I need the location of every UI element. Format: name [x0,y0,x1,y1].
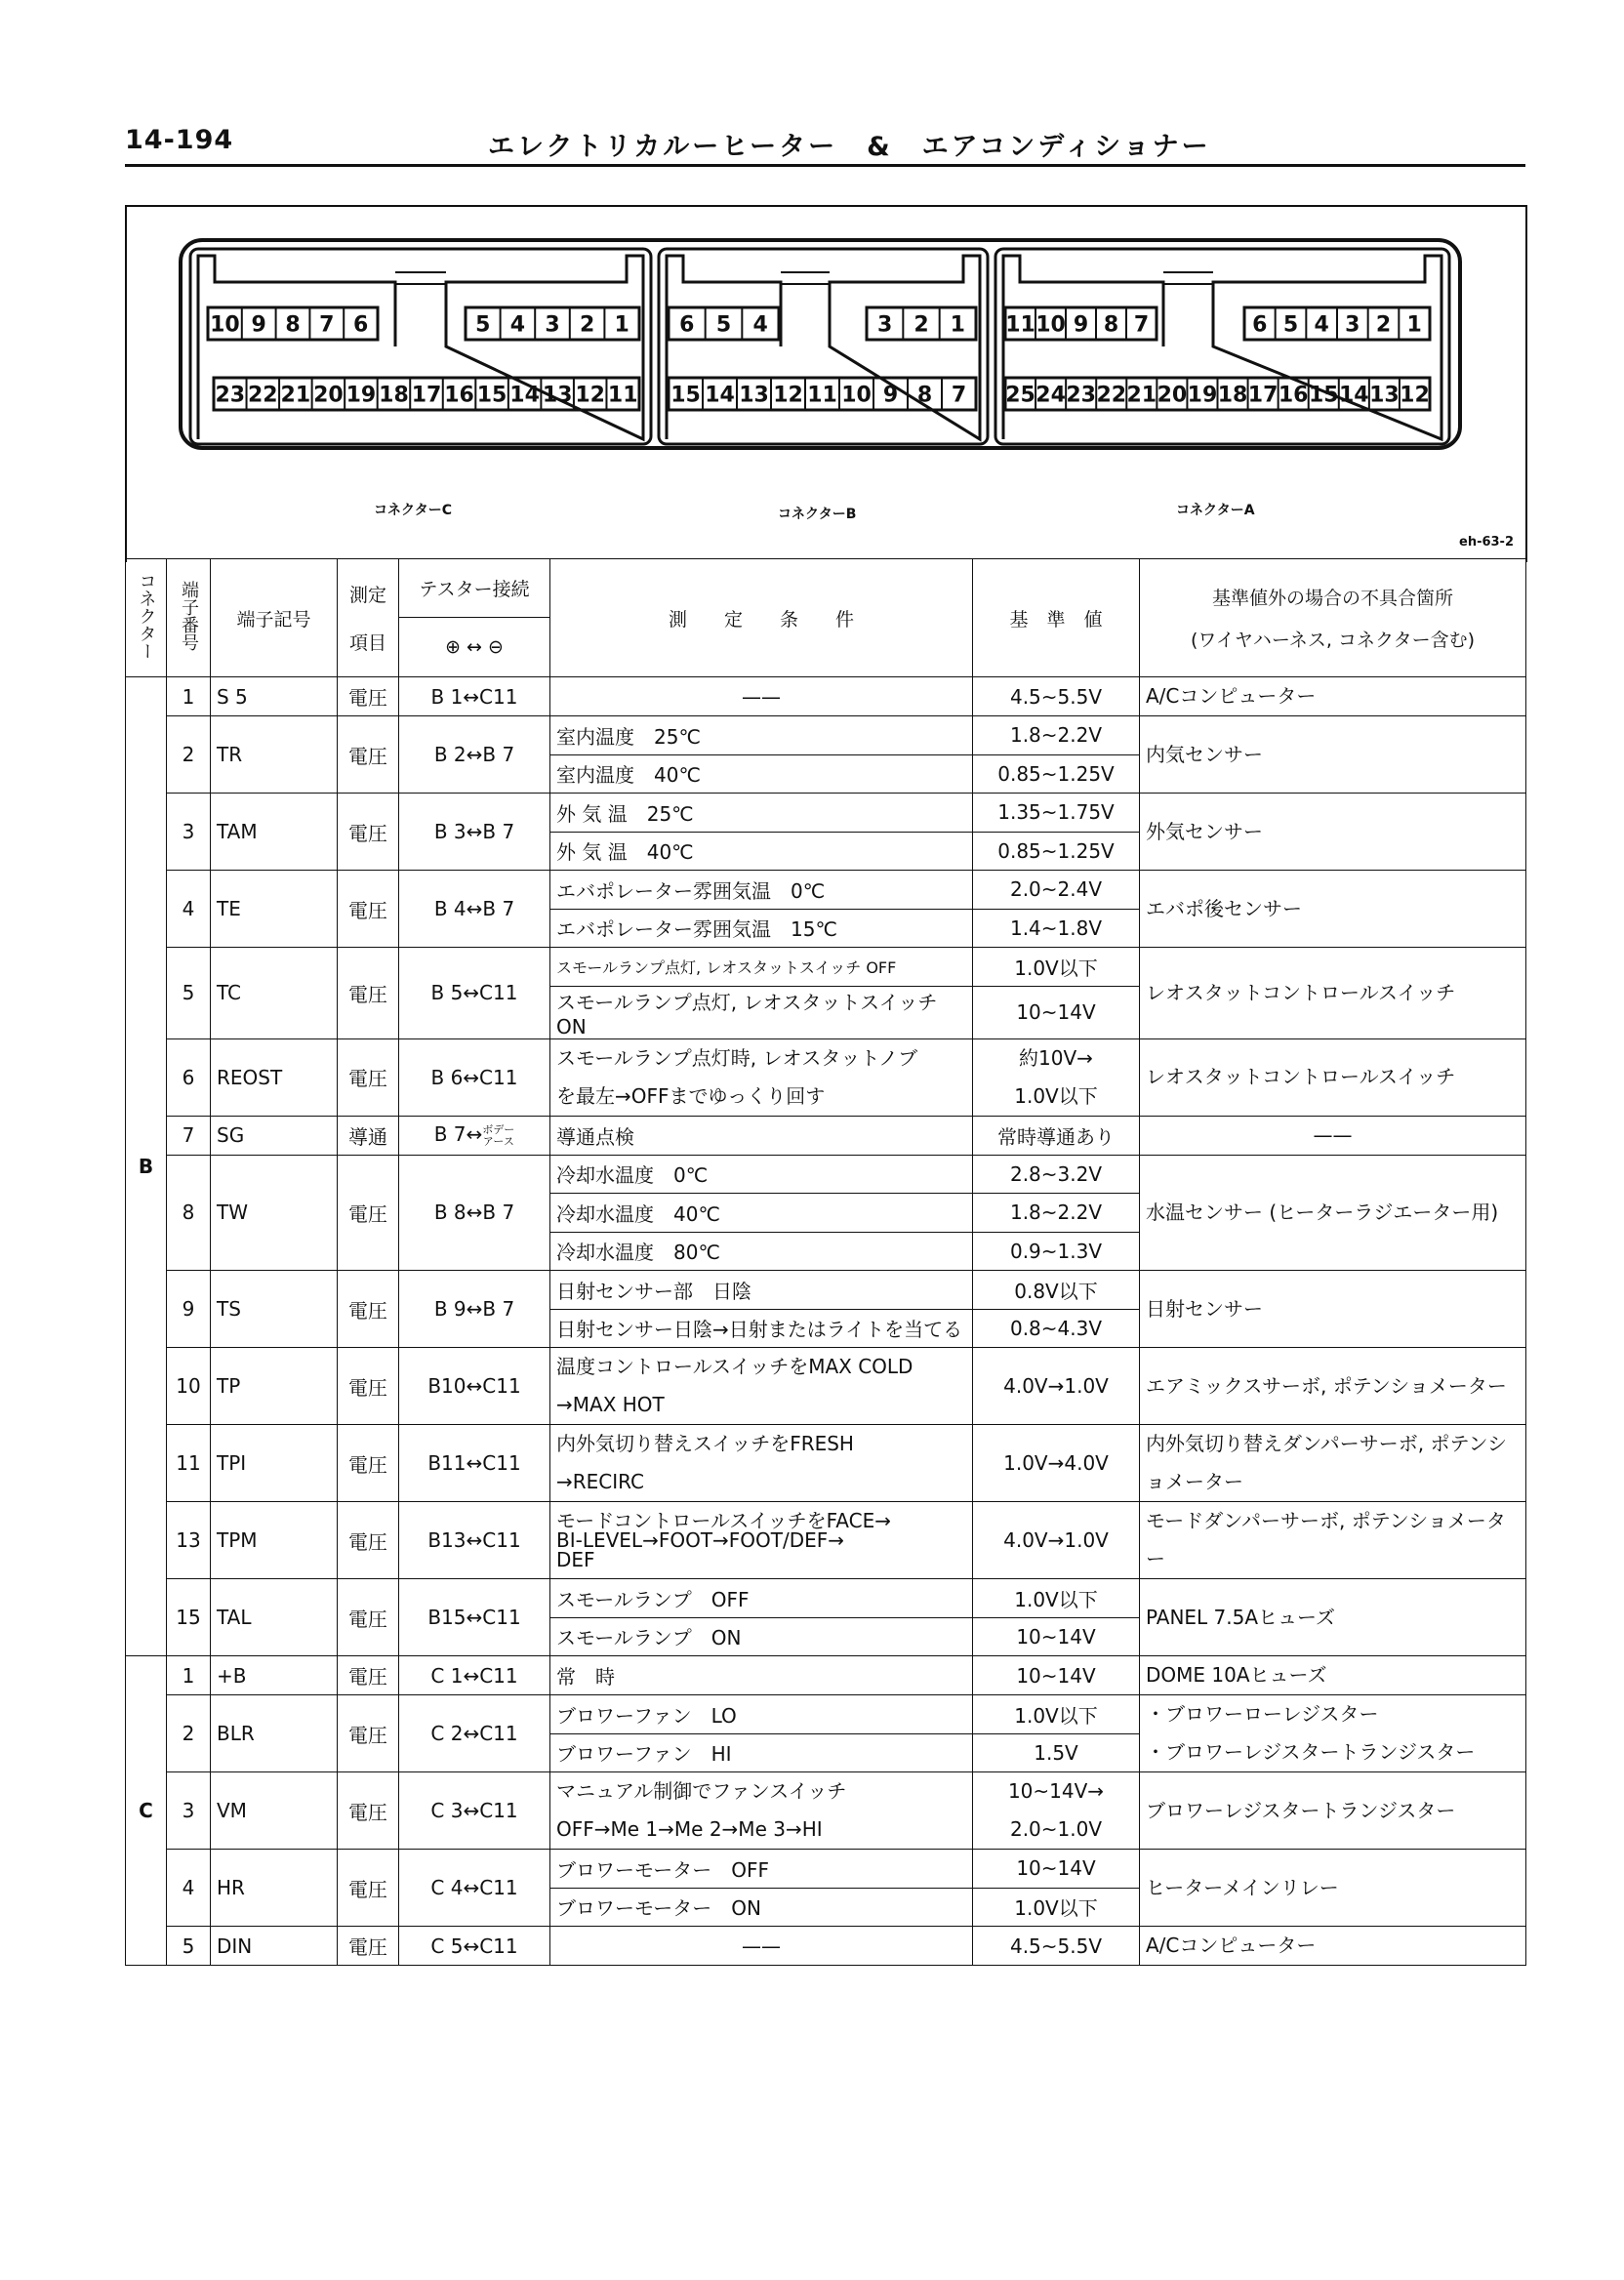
header-symbol: 端子記号 [211,559,338,677]
terminal-no-cell: 8 [167,1155,211,1271]
page-number: 14-194 [125,125,234,155]
fault-location-cell: ブロワーレジスタートランジスター [1140,1772,1526,1850]
pin-number: 4 [509,312,526,338]
fault-location-cell: —— [1140,1116,1526,1155]
tester-connection: B 4↔B 7 [433,897,515,920]
tester-connection-cell [399,948,550,1039]
pin-number: 2 [1375,312,1392,338]
terminal-no-cell: 1 [167,677,211,716]
pin-number: 15 [476,383,508,408]
condition-cell: 外 気 温 25℃ [550,794,973,833]
condition-cell: 冷却水温度 40℃ [550,1194,973,1233]
table-row [126,1271,1526,1310]
header-tester: テスター接続 [399,559,550,618]
fault-location-cell: PANEL 7.5Aヒューズ [1140,1579,1526,1656]
table-row [126,1502,1526,1541]
pin-number: 25 [1005,383,1035,408]
condition-cell: ブロワーモーター ON [550,1888,973,1927]
symbol-cell: TAM [211,794,338,871]
condition-cell: 室内温度 40℃ [550,754,973,794]
pin-number: 15 [1308,383,1339,408]
tester-connection: B15↔C11 [427,1606,521,1629]
standard-value-cell: 0.8V以下 [973,1271,1140,1310]
terminal-no-cell: 10 [167,1348,211,1425]
table-row [126,1155,1526,1194]
condition-cell: エバポレーター雰囲気温 15℃ [550,909,973,948]
table-row [126,871,1526,910]
measure-item-cell: 電圧 [338,1271,399,1348]
table-row [126,794,1526,833]
tester-connection-cell [399,794,550,871]
fault-location-cell: 内外気切り替えダンパーサーボ, ポテンショメーター [1140,1425,1526,1502]
standard-value-cell: 10~14V [973,1850,1140,1889]
tester-connection: C 2↔C11 [430,1722,518,1745]
fault-location-cell: A/Cコンピューター [1140,1927,1526,1966]
standard-value-cell: 1.0V以下 [973,1579,1140,1618]
measure-item-cell: 電圧 [338,1038,399,1116]
fault-location-cell: レオスタットコントロールスイッチ [1140,948,1526,1039]
pin-number: 9 [251,312,266,338]
pin-number: 18 [379,383,409,408]
pin-number: 1 [950,312,965,338]
measure-item-cell: 電圧 [338,1425,399,1502]
standard-value-cell: 10~14V [973,1656,1140,1695]
pin-number: 8 [285,312,301,338]
symbol-cell: TAL [211,1579,338,1656]
terminal-no-cell: 6 [167,1038,211,1116]
tester-connection: B 9↔B 7 [433,1297,515,1321]
connector-diagram [0,0,1624,488]
pin-number: 9 [882,383,899,408]
measure-item-cell: 電圧 [338,1850,399,1927]
standard-value-cell: 1.0V以下 [973,1888,1140,1927]
pin-number: 11 [1005,312,1035,338]
terminal-no-cell: 9 [167,1271,211,1348]
fault-location-cell: エバポ後センサー [1140,871,1526,948]
measure-item-cell: 電圧 [338,794,399,871]
connector-cell: C [126,1656,167,1966]
tester-connection-cell [399,1425,550,1502]
standard-value-cell: 10~14V→ 2.0~1.0V [973,1772,1140,1850]
standard-value-cell: 4.0V→1.0V [973,1348,1140,1425]
table-row [126,677,1526,716]
header-connector: コネクター [126,559,167,677]
connector-cell: B [126,677,167,1656]
measure-item-cell: 電圧 [338,677,399,716]
fault-location-cell: 外気センサー [1140,794,1526,871]
pin-number: 3 [545,312,560,338]
measure-item-cell: 電圧 [338,716,399,794]
tester-connection-cell [399,1038,550,1116]
condition-cell: —— [550,677,973,716]
symbol-cell: TS [211,1271,338,1348]
fault-location-cell: 水温センサー (ヒーターラジエーター用) [1140,1155,1526,1271]
symbol-cell: SG [211,1116,338,1155]
measure-item-cell: 電圧 [338,1579,399,1656]
pin-number: 1 [1406,312,1422,338]
tester-connection: B13↔C11 [427,1528,521,1552]
tester-connection-cell [399,1502,550,1579]
fault-location-cell: DOME 10Aヒューズ [1140,1656,1526,1695]
connector-c-label: コネクターC [374,503,452,518]
symbol-cell: S 5 [211,677,338,716]
condition-cell: エバポレーター雰囲気温 0℃ [550,871,973,910]
pin-number: 5 [715,312,732,338]
terminal-no-cell: 2 [167,1695,211,1772]
header-item: 測定 項目 [338,559,399,677]
table-row [126,1038,1526,1078]
pin-number: 2 [579,312,595,338]
pin-number: 24 [1035,383,1066,408]
table-row [126,1695,1526,1734]
standard-value-cell: 1.0V以下 [973,948,1140,987]
symbol-cell: REOST [211,1038,338,1116]
tester-connection: C 3↔C11 [430,1799,518,1822]
standard-value-cell: 2.0~2.4V [973,871,1140,910]
table-row [126,1656,1526,1695]
pin-number: 19 [345,383,377,408]
condition-cell: マニュアル制御でファンスイッチ OFF→Me 1→Me 2→Me 3→HI [550,1772,973,1850]
pin-number: 5 [475,312,491,338]
table-row [126,948,1526,987]
pin-number: 21 [1126,383,1157,408]
measure-item-cell: 導通 [338,1116,399,1155]
condition-cell: 内外気切り替えスイッチをFRESH →RECIRC [550,1425,973,1502]
tester-connection: B 2↔B 7 [433,743,515,766]
tester-connection: B11↔C11 [427,1451,521,1475]
connector-housing [181,240,1460,448]
pin-number: 10 [841,383,872,408]
pin-number: 11 [807,383,837,408]
terminal-spec-table [125,558,1526,1966]
pin-number: 21 [280,383,311,408]
symbol-cell: TPI [211,1425,338,1502]
condition-cell: スモールランプ ON [550,1617,973,1656]
tester-body-ground: ボデー アース [482,1122,515,1148]
terminal-no-cell: 11 [167,1425,211,1502]
pin-number: 17 [411,383,442,408]
table-row [126,1116,1526,1155]
fault-location-cell: 内気センサー [1140,716,1526,794]
table-row [126,1425,1526,1464]
pin-number: 8 [916,383,933,408]
symbol-cell: HR [211,1850,338,1927]
measure-item-cell: 電圧 [338,1348,399,1425]
pin-number: 16 [1278,383,1309,408]
figure-id: eh-63-2 [1459,535,1514,550]
measure-item-cell: 電圧 [338,1772,399,1850]
pin-number: 13 [739,383,769,408]
terminal-no-cell: 4 [167,1850,211,1927]
fault-location-cell: ・ブロワーローレジスター ・ブロワーレジスタートランジスター [1140,1695,1526,1772]
tester-connection-cell [399,1656,550,1695]
tester-connection-cell [399,1116,550,1155]
pin-number: 12 [1400,383,1430,408]
connector-shell [190,249,651,444]
pin-number: 20 [1157,383,1188,408]
condition-cell: 導通点検 [550,1116,973,1155]
pin-number: 17 [1247,383,1279,408]
page-title: エレクトリカルーヒーター & エアコンディショナー [488,132,1211,162]
standard-value-cell: 10~14V [973,1617,1140,1656]
standard-value-cell: 0.85~1.25V [973,754,1140,794]
standard-value-cell: 0.85~1.25V [973,832,1140,871]
condition-cell: モードコントロールスイッチをFACE→ BI-LEVEL→FOOT→FOOT/DEF→ DEF [550,1502,973,1579]
tester-connection-cell [399,1155,550,1271]
measure-item-cell: 電圧 [338,1695,399,1772]
pin-number: 7 [319,312,335,338]
connector-a-label: コネクターA [1176,503,1255,518]
pin-number: 23 [1066,383,1096,408]
pin-number: 16 [444,383,474,408]
condition-cell: 外 気 温 40℃ [550,832,973,871]
tester-connection: B 1↔C11 [430,684,518,709]
tester-connection-cell [399,1850,550,1927]
pin-number: 2 [914,312,929,338]
condition-cell: 室内温度 25℃ [550,716,973,755]
pin-number: 13 [1369,383,1400,408]
pin-number: 13 [542,383,573,408]
condition-cell: スモールランプ点灯, レオスタットスイッチ ON [550,986,973,1038]
connector-key-outline [1003,256,1441,439]
fault-location-cell: エアミックスサーボ, ポテンショメーター [1140,1348,1526,1425]
standard-value-cell: 4.5~5.5V [973,1927,1140,1966]
header-terminal-no: 端子番号 [167,559,211,677]
header-tester-polarity: ⊕ ↔ ⊖ [399,618,550,677]
tester-connection-cell [399,677,550,716]
pin-number: 7 [1133,312,1150,338]
pin-number: 20 [313,383,344,408]
condition-cell: 温度コントロールスイッチをMAX COLD →MAX HOT [550,1348,973,1425]
pin-number: 19 [1187,383,1218,408]
measure-item-cell: 電圧 [338,1656,399,1695]
condition-cell: ブロワーファン LO [550,1695,973,1734]
symbol-cell: TW [211,1155,338,1271]
condition-cell: 冷却水温度 80℃ [550,1232,973,1271]
tester-connection-cell [399,871,550,948]
pin-number: 9 [1073,312,1089,338]
symbol-cell: DIN [211,1927,338,1966]
standard-value-cell: 4.5~5.5V [973,677,1140,716]
standard-value-cell: 1.5V [973,1733,1140,1772]
pin-number: 6 [1252,312,1268,338]
fault-location-cell: 日射センサー [1140,1271,1526,1348]
standard-value-cell: 常時導通あり [973,1116,1140,1155]
symbol-cell: TC [211,948,338,1039]
condition-cell: —— [550,1927,973,1966]
symbol-cell: TPM [211,1502,338,1579]
condition-cell: ブロワーファン HI [550,1733,973,1772]
terminal-no-cell: 1 [167,1656,211,1695]
pin-number: 12 [773,383,803,408]
pin-number: 22 [247,383,278,408]
tester-connection: B 8↔B 7 [433,1201,515,1225]
tester-connection: B 3↔B 7 [433,820,515,843]
pin-number: 6 [679,312,695,338]
fault-location-cell: ヒーターメインリレー [1140,1850,1526,1927]
tester-connection: C 1↔C11 [430,1663,518,1688]
connector-b-label: コネクターB [778,507,857,522]
tester-connection-cell [399,1772,550,1850]
pin-number: 10 [1035,312,1066,338]
standard-value-cell: 1.0V以下 [973,1695,1140,1734]
symbol-cell: +B [211,1656,338,1695]
table-row [126,1579,1526,1618]
tester-connection-cell [399,1695,550,1772]
tester-connection-cell [399,1927,550,1966]
pin-number: 14 [1339,383,1369,408]
pin-number: 14 [509,383,540,408]
symbol-cell: TE [211,871,338,948]
pin-number: 6 [352,312,369,338]
condition-cell: 冷却水温度 0℃ [550,1155,973,1194]
tester-connection: C 5↔C11 [430,1934,518,1958]
standard-value-cell: 1.4~1.8V [973,909,1140,948]
standard-value-cell: 1.8~2.2V [973,716,1140,755]
pin-number: 3 [877,312,893,338]
terminal-no-cell: 3 [167,1772,211,1850]
condition-cell: スモールランプ OFF [550,1579,973,1618]
pin-number: 4 [1314,312,1329,338]
condition-cell: スモールランプ点灯, レオスタットスイッチ OFF [550,948,973,987]
measure-item-cell: 電圧 [338,1927,399,1966]
pin-number: 18 [1217,383,1248,408]
fault-location-cell: レオスタットコントロールスイッチ [1140,1038,1526,1116]
terminal-no-cell: 5 [167,1927,211,1966]
standard-value-cell: 0.8~4.3V [973,1309,1140,1348]
terminal-no-cell: 7 [167,1116,211,1155]
condition-cell: 常 時 [550,1656,973,1695]
pin-number: 15 [670,383,701,408]
condition-cell: 日射センサー部 日陰 [550,1271,973,1310]
pin-number: 22 [1096,383,1127,408]
pin-number: 23 [215,383,246,408]
table-row [126,1850,1526,1889]
measure-item-cell: 電圧 [338,1155,399,1271]
condition-cell: ブロワーモーター OFF [550,1850,973,1889]
pin-number: 4 [752,312,768,338]
standard-value-cell: 0.9~1.3V [973,1232,1140,1271]
table-row [126,1772,1526,1812]
table-row [126,1927,1526,1966]
terminal-no-cell: 15 [167,1579,211,1656]
terminal-no-cell: 5 [167,948,211,1039]
tester-connection: C 4↔C11 [430,1876,518,1899]
standard-value-cell: 4.0V→1.0V [973,1502,1140,1579]
symbol-cell: BLR [211,1695,338,1772]
header-condition: 測 定 条 件 [550,559,973,677]
tester-connection-cell [399,1579,550,1656]
symbol-cell: TP [211,1348,338,1425]
terminal-no-cell: 4 [167,871,211,948]
fault-location-cell: A/Cコンピューター [1140,677,1526,716]
standard-value-cell: 1.0V→4.0V [973,1425,1140,1502]
pin-number: 12 [575,383,606,408]
table-row [126,1348,1526,1387]
pin-number: 1 [614,312,629,338]
pin-number: 14 [705,383,735,408]
fault-location-cell: モードダンパーサーボ, ポテンショメーター [1140,1502,1526,1579]
condition-cell: 日射センサー日陰→日射またはライトを当てる [550,1309,973,1348]
pin-number: 10 [210,312,240,338]
pin-number: 7 [951,383,967,408]
pin-number: 5 [1282,312,1299,338]
terminal-no-cell: 2 [167,716,211,794]
symbol-cell: VM [211,1772,338,1850]
tester-connection-cell [399,1271,550,1348]
tester-connection: B 6↔C11 [430,1065,518,1089]
standard-value-cell: 約10V→ 1.0V以下 [973,1038,1140,1116]
pin-number: 11 [607,383,638,408]
pin-number: 3 [1345,312,1360,338]
header-standard: 基 準 値 [973,559,1140,677]
standard-value-cell: 1.8~2.2V [973,1194,1140,1233]
tester-connection: B 7↔ [433,1122,483,1147]
measure-item-cell: 電圧 [338,948,399,1039]
tester-connection-cell [399,1348,550,1425]
measure-item-cell: 電圧 [338,871,399,948]
tester-connection: B10↔C11 [427,1374,521,1398]
standard-value-cell: 10~14V [973,986,1140,1038]
standard-value-cell: 1.35~1.75V [973,794,1140,833]
tester-connection-cell [399,716,550,794]
pin-number: 8 [1103,312,1119,338]
terminal-no-cell: 13 [167,1502,211,1579]
header-fault: 基準値外の場合の不具合箇所 (ワイヤハーネス, コネクター含む) [1140,559,1526,677]
terminal-no-cell: 3 [167,794,211,871]
tester-connection: B 5↔C11 [430,981,518,1005]
standard-value-cell: 2.8~3.2V [973,1155,1140,1194]
table-row [126,716,1526,755]
condition-cell: スモールランプ点灯時, レオスタットノブ を最左→OFFまでゆっくり回す [550,1038,973,1116]
measure-item-cell: 電圧 [338,1502,399,1579]
symbol-cell: TR [211,716,338,794]
